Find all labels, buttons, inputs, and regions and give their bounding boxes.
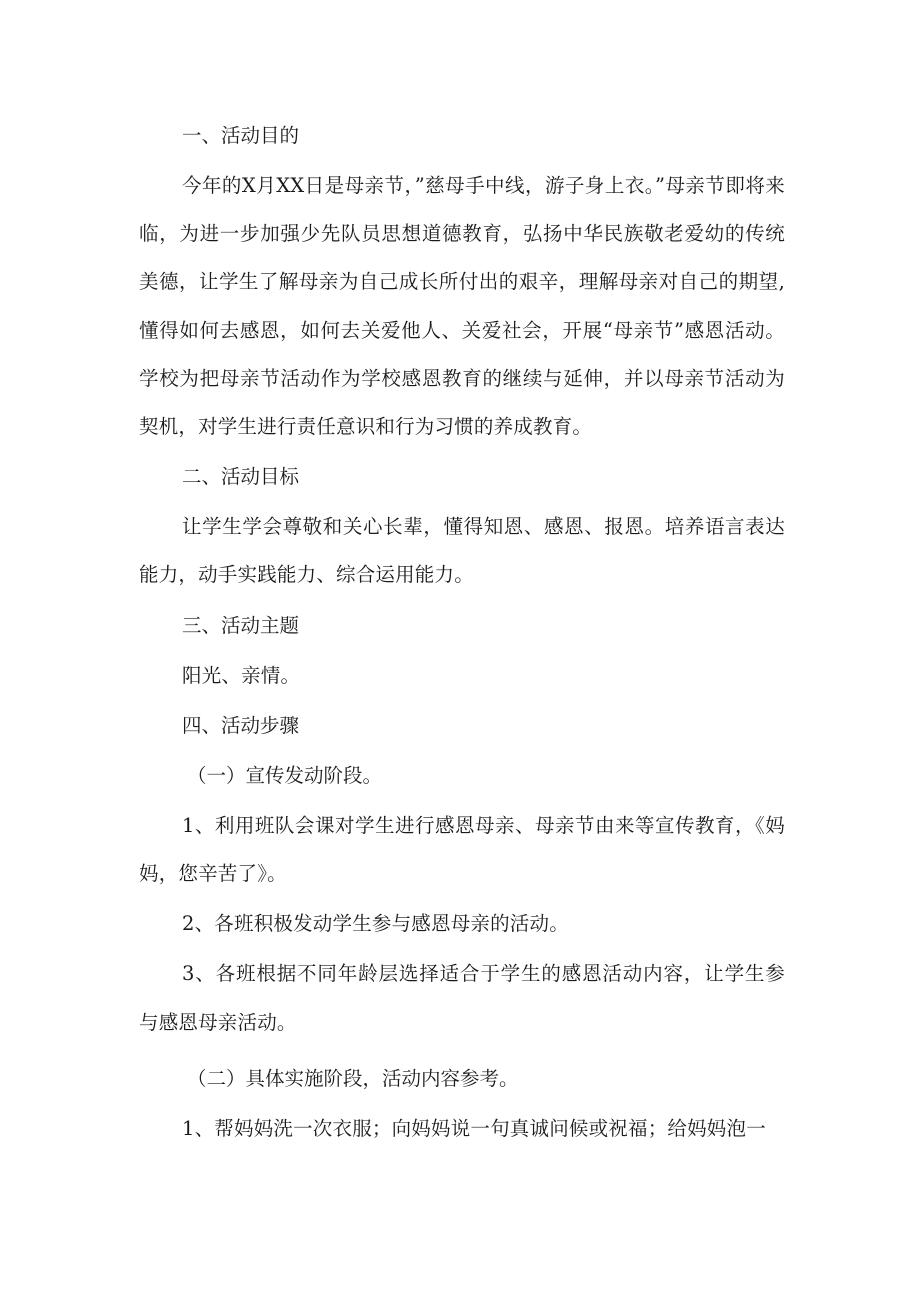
section-heading-theme: 三、活动主题 — [182, 613, 300, 637]
list-item: 1、利用班队会课对学生进行感恩母亲、母亲节由来等宣传教育，《妈妈，您辛苦了》。 — [139, 813, 785, 886]
stage-title-publicity: （一）宣传发动阶段。 — [187, 763, 383, 787]
stage-title-implementation: （二）具体实施阶段，活动内容参考。 — [187, 1066, 519, 1090]
paragraph-theme: 阳光、亲情。 — [182, 663, 301, 687]
paragraph-goals: 让学生学会尊敬和关心长辈，懂得知恩、感恩、报恩。培养语言表达能力，动手实践能力、综合运用能力。 — [139, 515, 785, 587]
section-heading-purpose: 一、活动目的 — [182, 124, 300, 147]
list-item: 2、各班积极发动学生参与感恩母亲的活动。 — [182, 912, 569, 936]
list-item: 3、各班根据不同年龄层选择适合于学生的感恩活动内容，让学生参与感恩母亲活动。 — [139, 962, 785, 1034]
section-heading-goals: 二、活动目标 — [182, 465, 300, 489]
document-content — [139, 112, 785, 1153]
section-heading-steps: 四、活动步骤 — [182, 713, 300, 737]
paragraph-purpose: 今年的X月XX日是母亲节，”慈母手中线，游子身上衣。”母亲节即将来临，为进一步加强少先队员思想道德教育，弘扬中华民族敬老爱幼的传统美德，让学生了解母亲为自己成长所付出的艰辛，理解母亲对自己的期望,懂得如何去感恩，如何去关爱他人、关爱社会，开展“母亲节”感恩活动。学校为把母亲节活动作为学校感恩教育的继续与延伸，并以母亲节活动为契机，对学生进行责任意识和行为习惯的养成教育。 — [139, 174, 785, 439]
list-item: 1、帮妈妈洗一次衣服；向妈妈说一句真诚问候或祝福；给妈妈泡一 — [182, 1116, 766, 1140]
